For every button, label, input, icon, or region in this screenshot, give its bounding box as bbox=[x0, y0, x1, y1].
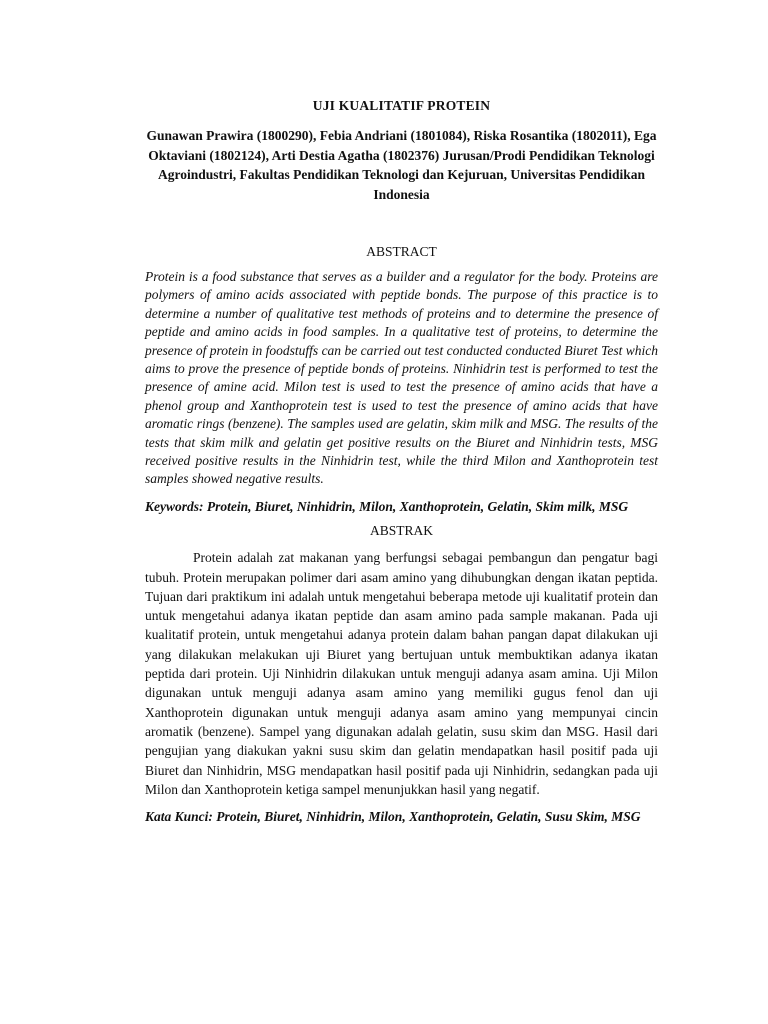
paper-page bbox=[145, 96, 658, 827]
abstract-body: Protein is a food substance that serves as a builder and a regulator for the body. Proteins are polymers of amino acids associated with peptide bonds. The purpose of this practice is to determine a number of qualitative test methods of proteins and to determine the presence of peptide and amino acids in food samples. In a qualitative test of proteins, to determine the presence of protein in foodstuffs can be carried out test conducted conducted Biuret Test which aims to prove the presence of peptide bonds of proteins. Ninhidrin test is performed to test the presence of amine acid. Milon test is used to test the presence of amino acids that have a phenol group and Xanthoprotein test is used to test the presence of amino acids that have aromatic rings (benzene). The samples used are gelatin, skim milk and MSG. The results of the tests that skim milk and gelatin get positive results on the Biuret and Ninhidrin tests, MSG received positive results in the Ninhidrin test, while the third Milon and Xanthoprotein test samples showed negative results. bbox=[145, 269, 658, 487]
paper-title: UJI KUALITATIF PROTEIN bbox=[312, 98, 491, 113]
abstract-keywords: Keywords: Protein, Biuret, Ninhidrin, Milon, Xanthoprotein, Gelatin, Skim milk, MSG bbox=[145, 498, 629, 514]
author-affiliation-block: Gunawan Prawira (1800290), Febia Andriani (1801084), Riska Rosantika (1802011), Ega Oktaviani (1802124), Arti Destia Agatha (1802376) Jurusan/Prodi Pendidikan Teknologi Agroindustri, Fakultas Pendidikan Teknologi dan Kejuruan, Universitas Pendidikan Indonesia bbox=[146, 128, 657, 202]
abstract-heading: ABSTRACT bbox=[366, 244, 437, 259]
abstrak-keywords: Kata Kunci: Protein, Biuret, Ninhidrin, Milon, Xanthoprotein, Gelatin, Susu Skim, MSG bbox=[145, 809, 641, 825]
abstrak-heading: ABSTRAK bbox=[369, 523, 433, 539]
abstrak-body: Protein adalah zat makanan yang berfungsi sebagai pembangun dan pengatur bagi tubuh. Protein merupakan polimer dari asam amino yang dihubungkan dengan ikatan peptida. Tujuan dari praktikum ini adalah untuk mengetahui beberapa metode uji kualitatif protein dan untuk mengetahui adanya ikatan peptide dan asam amino pada sample makanan. Pada uji kualitatif protein, untuk mengetahui adanya protein dalam bahan pangan dapat dilakukan uji yang dilakukan melakukan uji Biuret yang bertujuan untuk membuktikan adanya ikatan peptida dari protein. Uji Ninhidrin dilakukan untuk menguji adanya asam amina. Uji Milon digunakan untuk menguji adanya asam amino yang memiliki gugus fenol dan uji Xanthoprotein digunakan untuk menguji adanya asam amino yang mempunyai cincin aromatik (benzene). Sampel yang digunakan adalah gelatin, susu skim dan MSG. Hasil dari pengujian yang diakukan yakni susu skim dan gelatin mendapatkan hasil positif pada uji Biuret dan Ninhidrin, MSG mendapatkan hasil positif pada uji Ninhidrin, sedangkan pada uji Milon dan Xanthoprotein ketiga sampel menunjukkan hasil yang negatif. bbox=[145, 550, 658, 797]
